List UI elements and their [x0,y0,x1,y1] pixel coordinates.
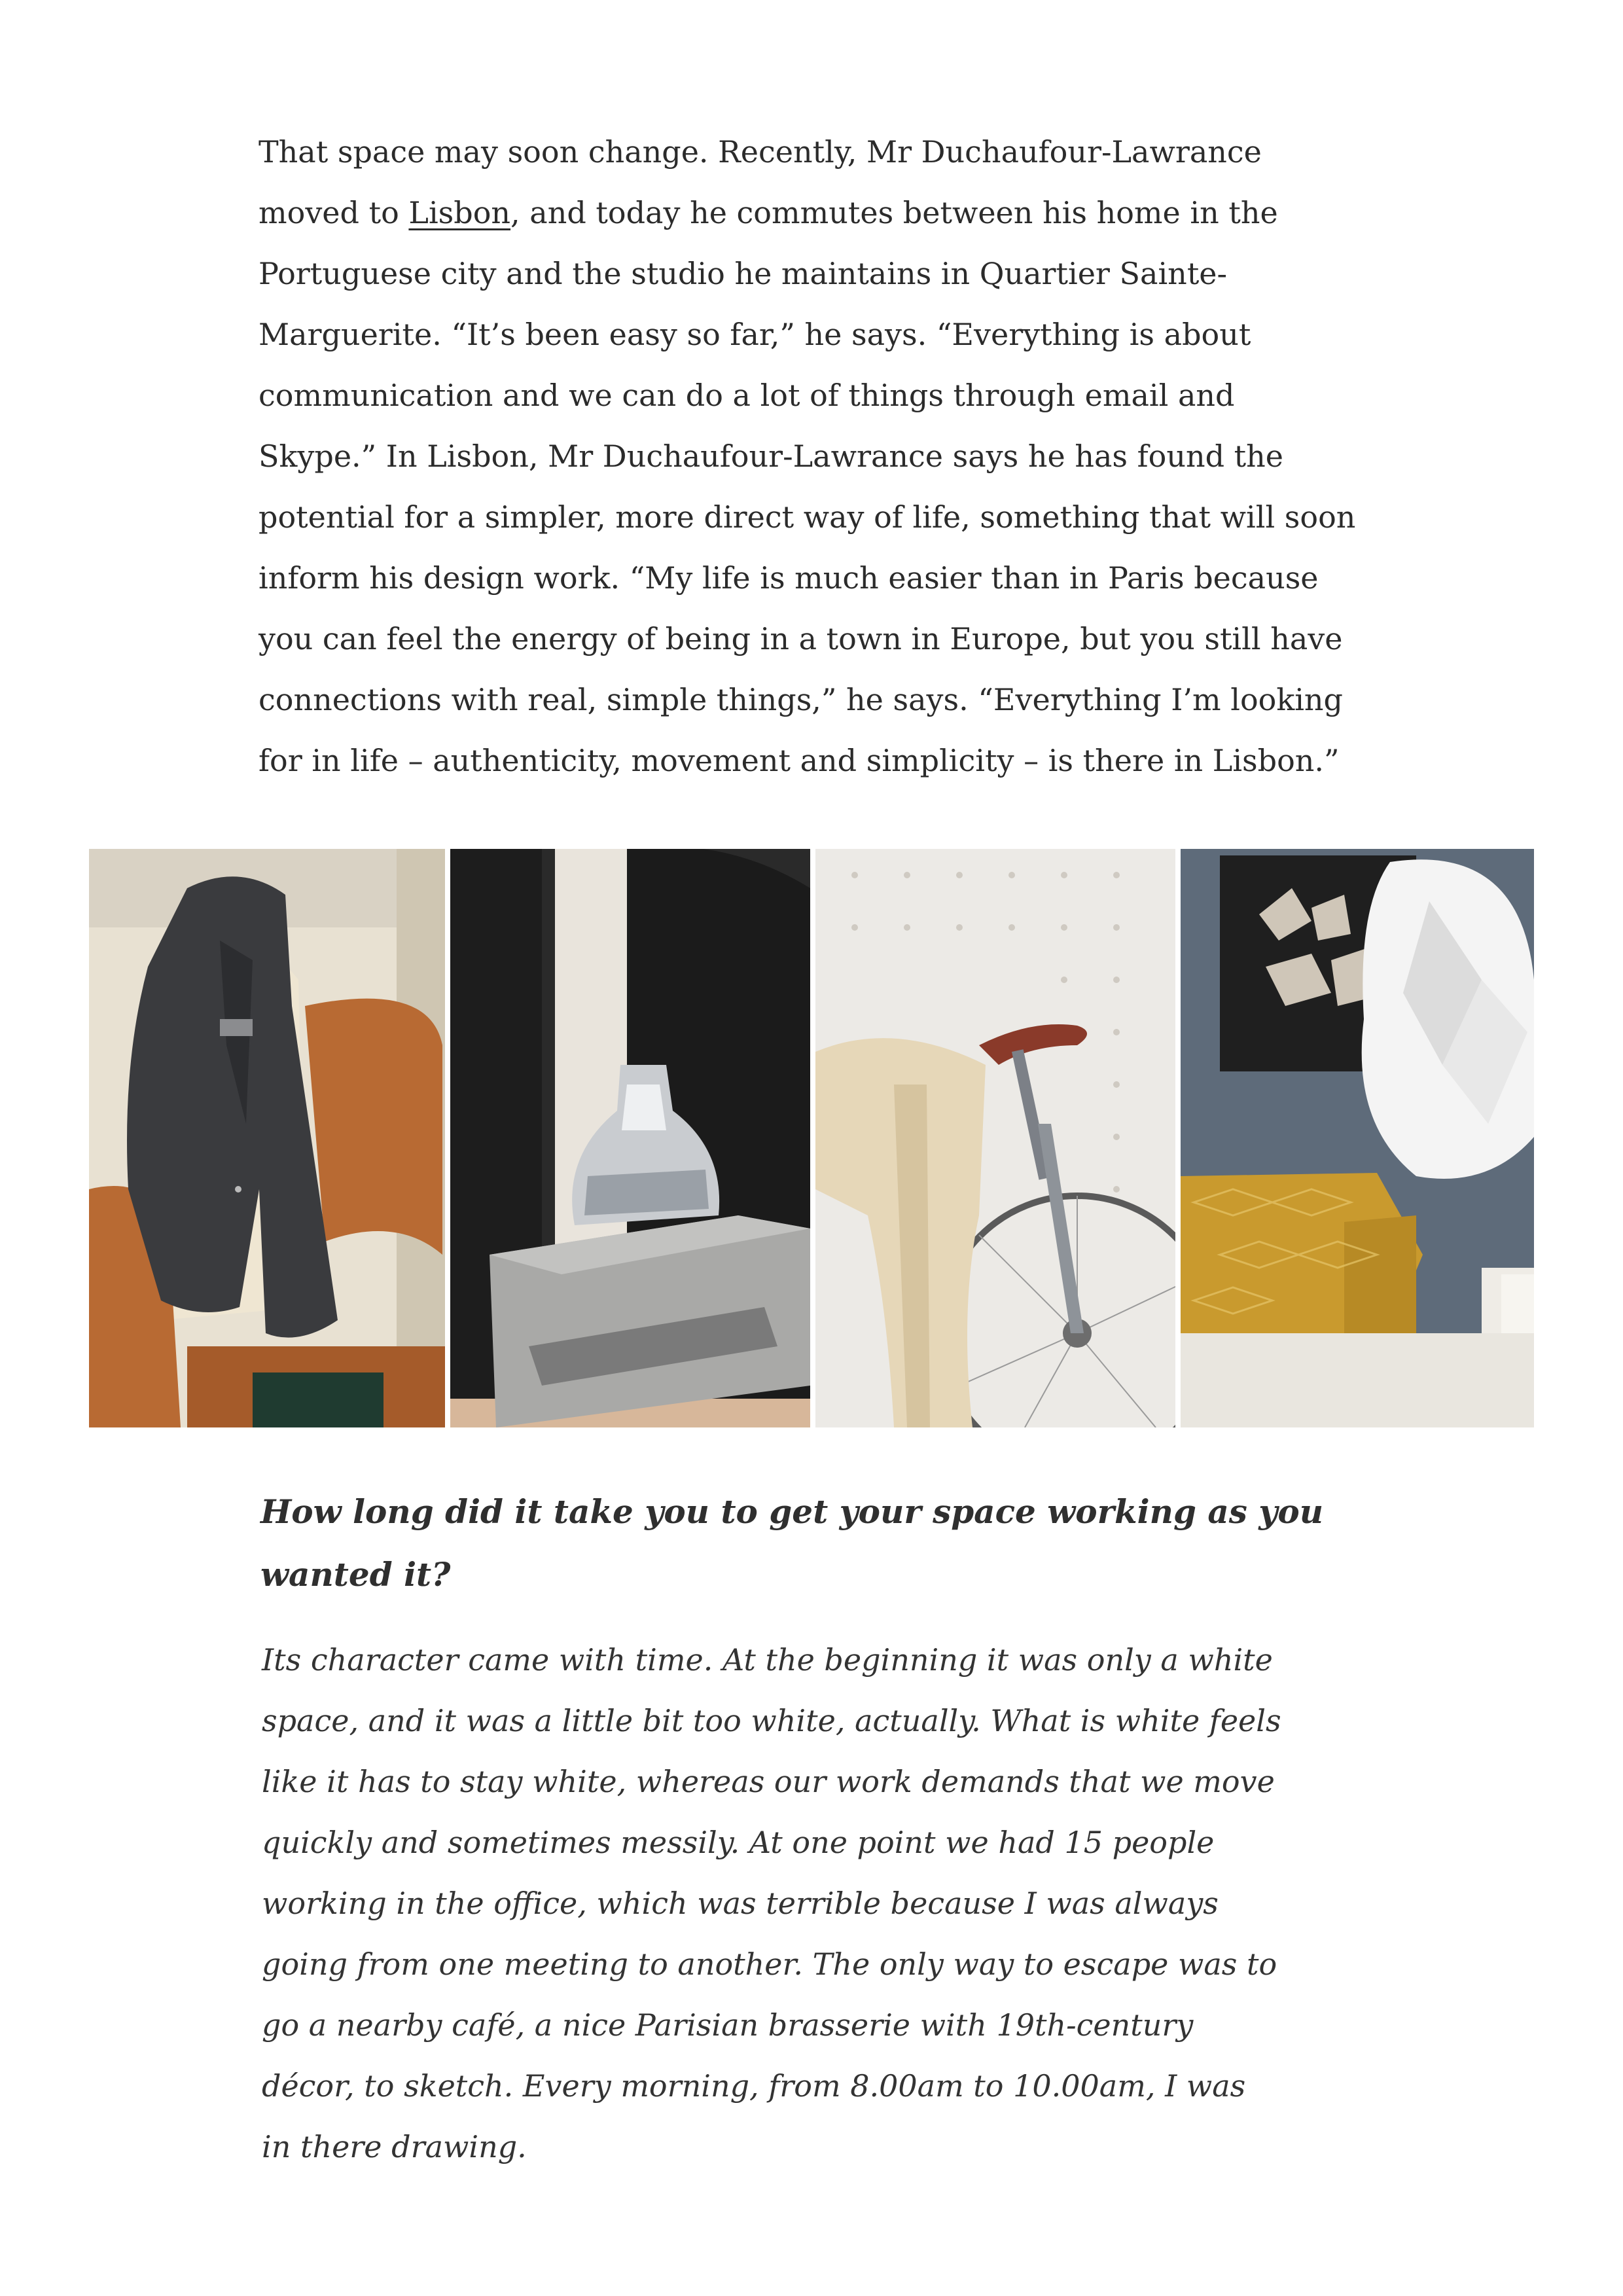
photo-gallery [89,849,1534,1427]
interview-question: How long did it take you to get your space working as you wanted it? [260,1492,1324,1594]
intro-text-start: That space may soon change. Recently, Mr Duchaufour-Lawrance moved to [259,134,1262,230]
jacket-chair-photo [89,849,445,1427]
crystal-vase-photo [450,849,810,1427]
interview-answer: Its character came with time. At the beginning it was only a white space, and it was a little bit too white, actually. What is white feels like it has to stay white, whereas our work demands that we move quickly and sometimes messily. At one point we had 15 people working in the office, which was terrible because I was always going from one meeting to another. The only way to escape was to go a nearby café, a nice Parisian brasserie with 19th-century décor, to sketch. Every morning, from 8.00am to 10.00am, I was in there drawing. [262,1642,1281,2164]
intro-paragraph [259,122,1358,791]
origami-lamp-photo [1181,849,1534,1427]
lisbon-link[interactable]: Lisbon [408,195,511,230]
bicycle-scarf-photo [815,849,1175,1427]
intro-text-end: , and today he commutes between his home in the Portuguese city and the studio he maintains in Quartier Sainte-Marguerite. “It’s been easy so far,” he says. “Everything is about communication and we can do a lot of things through email and Skype.” In Lisbon, Mr Duchaufour-Lawrance says he has found the potential for a simpler, more direct way of life, something that will soon inform his design work. “My life is much easier than in Paris because you can feel the energy of being in a town in Europe, but you still have connections with real, simple things,” he says. “Everything I’m looking for in life – authenticity, movement and simplicity – is there in Lisbon.” [259,195,1356,778]
